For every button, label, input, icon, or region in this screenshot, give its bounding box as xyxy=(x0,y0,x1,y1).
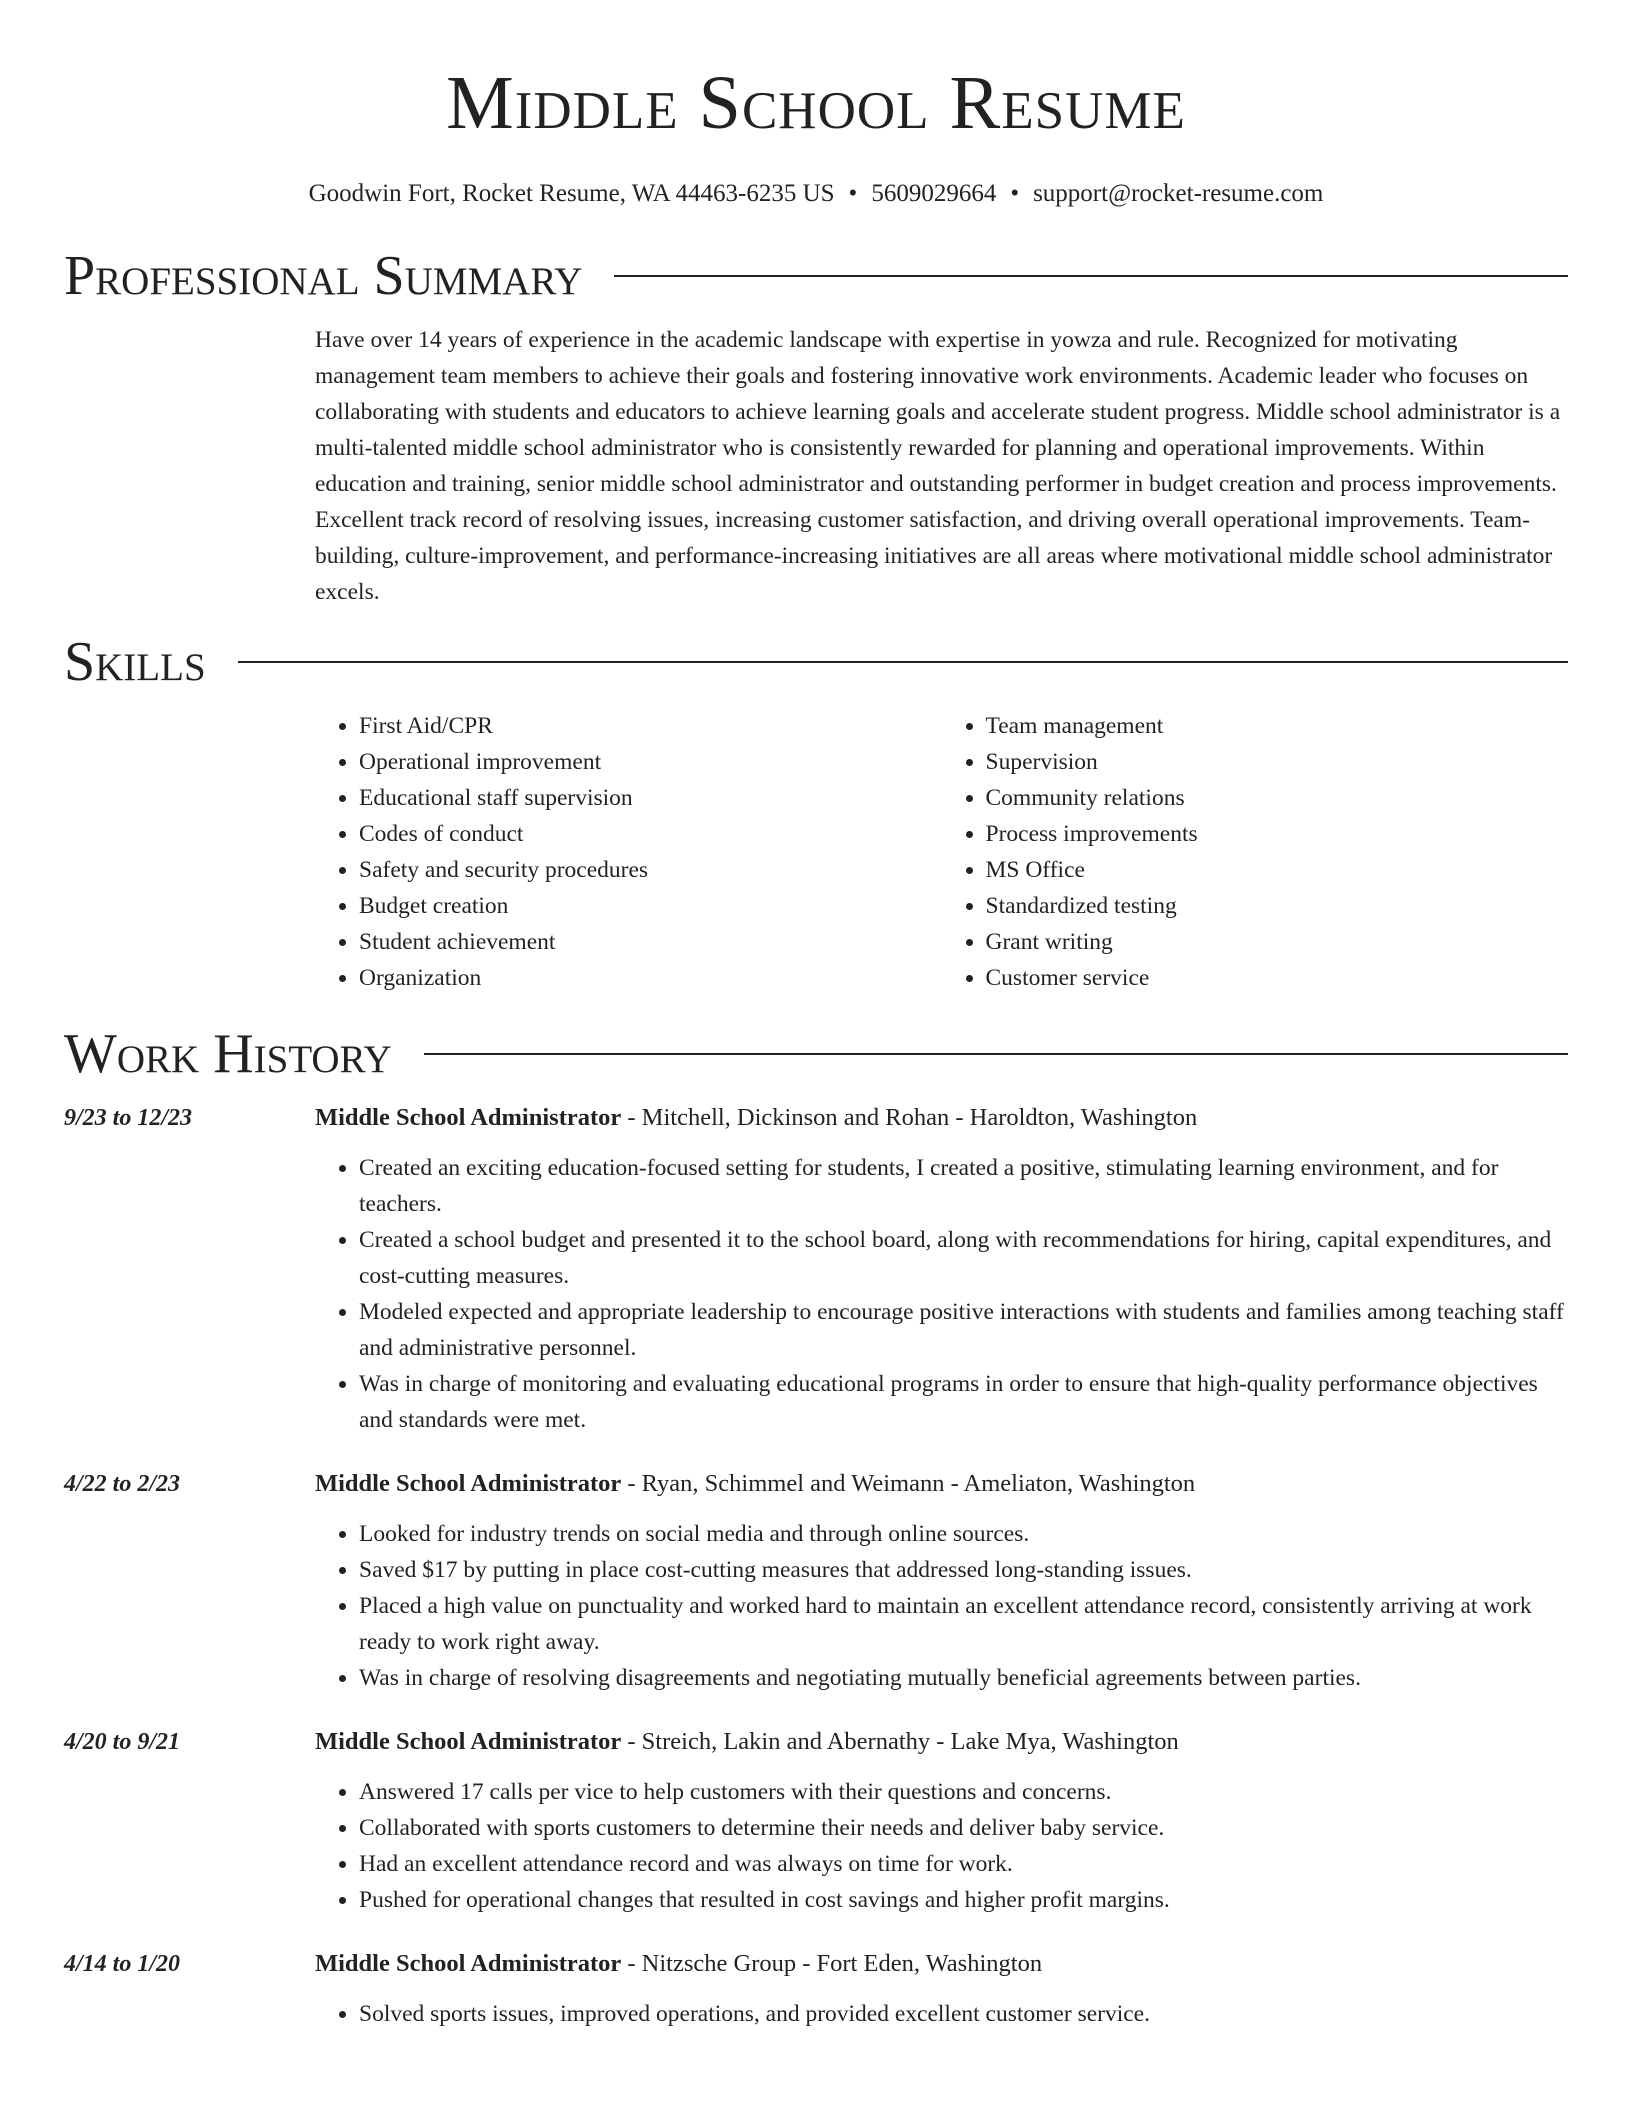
job-bullet: • Created a school budget and presented it to the school board, along with recommendations for hiring, capital expenditures, and cost-cutting measures. xyxy=(359,1222,1568,1294)
skill-item: • Community relations xyxy=(986,780,1569,816)
job-employer: - Ryan, Schimmel and Weimann - Ameliaton, Washington xyxy=(621,1470,1196,1497)
skill-item: • Customer service xyxy=(986,960,1569,996)
job-bullet-list xyxy=(315,1150,1568,1438)
section-divider xyxy=(238,661,1568,663)
contact-address: Goodwin Fort, Rocket Resume, WA 44463-6235 US xyxy=(308,180,835,207)
skill-item: • Safety and security procedures xyxy=(359,852,942,888)
job-role: Middle School Administrator xyxy=(315,1950,622,1977)
job-dates: 4/22 to 2/23 xyxy=(64,1471,181,1497)
skill-item: • MS Office xyxy=(986,852,1569,888)
skill-item: • Team management xyxy=(986,708,1569,744)
skill-item: • Student achievement xyxy=(359,924,942,960)
contact-email: support@rocket-resume.com xyxy=(1033,180,1324,207)
job-header xyxy=(315,1466,1568,1502)
job-bullet: • Solved sports issues, improved operations, and provided excellent customer service. xyxy=(359,1996,1568,2032)
job-header xyxy=(315,1100,1568,1136)
job-bullet: • Answered 17 calls per vice to help customers with their questions and concerns. xyxy=(359,1774,1568,1810)
job-content xyxy=(315,1724,1568,1918)
skills-section xyxy=(315,708,1568,996)
skills-list-right xyxy=(942,708,1569,996)
skill-item: • Budget creation xyxy=(359,888,942,924)
summary-heading: Professional Summary xyxy=(64,245,583,307)
job-dates: 4/14 to 1/20 xyxy=(64,1951,181,1977)
job-role: Middle School Administrator xyxy=(315,1470,622,1497)
job-bullet: • Collaborated with sports customers to determine their needs and deliver baby service. xyxy=(359,1810,1568,1846)
contact-separator: • xyxy=(1010,180,1020,207)
skill-item: • Organization xyxy=(359,960,942,996)
skill-item: • Standardized testing xyxy=(986,888,1569,924)
summary-text: Have over 14 years of experience in the academic landscape with expertise in yowza and rule. Recognized for motivating management team members to achieve their goals and fostering innovative work environments. Academic leader who focuses on collaborating with students and educators to achieve learning goals and accelerate student progress. Middle school administrator is a multi-talented middle school administrator who is consistently rewarded for planning and operational improvements. Within education and training, senior middle school administrator and outstanding performer in budget creation and process improvements. Excellent track record of resolving issues, increasing customer satisfaction, and driving overall operational improvements. Team-building, culture-improvement, and performance-increasing initiatives are all areas where motivational middle school administrator excels. xyxy=(315,327,1561,605)
job-employer: - Mitchell, Dickinson and Rohan - Haroldton, Washington xyxy=(621,1104,1198,1131)
job-content xyxy=(315,1100,1568,1438)
contact-line xyxy=(64,178,1568,210)
job-bullet-list xyxy=(315,1996,1568,2032)
job-bullet: • Modeled expected and appropriate leadership to encourage positive interactions with students and families among teaching staff and administrative personnel. xyxy=(359,1294,1568,1366)
summary-section xyxy=(315,322,1568,610)
section-divider xyxy=(424,1053,1568,1055)
job-bullet-list xyxy=(315,1516,1568,1696)
job-content xyxy=(315,1946,1568,2032)
skills-section-header xyxy=(64,630,1568,694)
job-bullet: • Saved $17 by putting in place cost-cutting measures that addressed long-standing issues. xyxy=(359,1552,1568,1588)
skill-item: • Operational improvement xyxy=(359,744,942,780)
skills-heading: Skills xyxy=(64,631,206,693)
resume-title: Middle School Resume xyxy=(446,61,1186,145)
job-bullet: • Had an excellent attendance record and was always on time for work. xyxy=(359,1846,1568,1882)
work-heading: Work History xyxy=(64,1023,392,1085)
work-section-header xyxy=(64,1022,1568,1086)
job-content xyxy=(315,1466,1568,1696)
job-bullet: • Looked for industry trends on social media and through online sources. xyxy=(359,1516,1568,1552)
section-divider xyxy=(614,275,1568,277)
skills-list-left xyxy=(315,708,942,996)
job-employer: - Nitzsche Group - Fort Eden, Washington xyxy=(621,1950,1043,1977)
job-bullet: • Placed a high value on punctuality and worked hard to maintain an excellent attendance record, consistently arriving at work ready to work right away. xyxy=(359,1588,1568,1660)
job-header xyxy=(315,1724,1568,1760)
job-role: Middle School Administrator xyxy=(315,1104,622,1131)
skill-item: • Codes of conduct xyxy=(359,816,942,852)
contact-separator: • xyxy=(848,180,858,207)
job-entry xyxy=(64,1724,1568,1918)
skill-item: • Educational staff supervision xyxy=(359,780,942,816)
summary-section-header xyxy=(64,244,1568,308)
skills-grid xyxy=(315,708,1568,996)
skill-item: • Grant writing xyxy=(986,924,1569,960)
contact-phone: 5609029664 xyxy=(871,180,997,207)
job-header xyxy=(315,1946,1568,1982)
job-bullet: • Was in charge of resolving disagreements and negotiating mutually beneficial agreements between parties. xyxy=(359,1660,1568,1696)
job-bullet: • Was in charge of monitoring and evaluating educational programs in order to ensure that high-quality performance objectives and standards were met. xyxy=(359,1366,1568,1438)
job-bullet: • Created an exciting education-focused setting for students, I created a positive, stimulating learning environment, and for teachers. xyxy=(359,1150,1568,1222)
job-entry xyxy=(64,1946,1568,2032)
skill-item: • Supervision xyxy=(986,744,1569,780)
job-role: Middle School Administrator xyxy=(315,1728,622,1755)
job-bullet: • Pushed for operational changes that resulted in cost savings and higher profit margins. xyxy=(359,1882,1568,1918)
job-bullet-list xyxy=(315,1774,1568,1918)
job-entry xyxy=(64,1466,1568,1696)
job-dates: 4/20 to 9/21 xyxy=(64,1729,181,1755)
job-entry xyxy=(64,1100,1568,1438)
job-employer: - Streich, Lakin and Abernathy - Lake Mya, Washington xyxy=(621,1728,1179,1755)
job-dates: 9/23 to 12/23 xyxy=(64,1105,193,1131)
skill-item: • Process improvements xyxy=(986,816,1569,852)
skill-item: • First Aid/CPR xyxy=(359,708,942,744)
